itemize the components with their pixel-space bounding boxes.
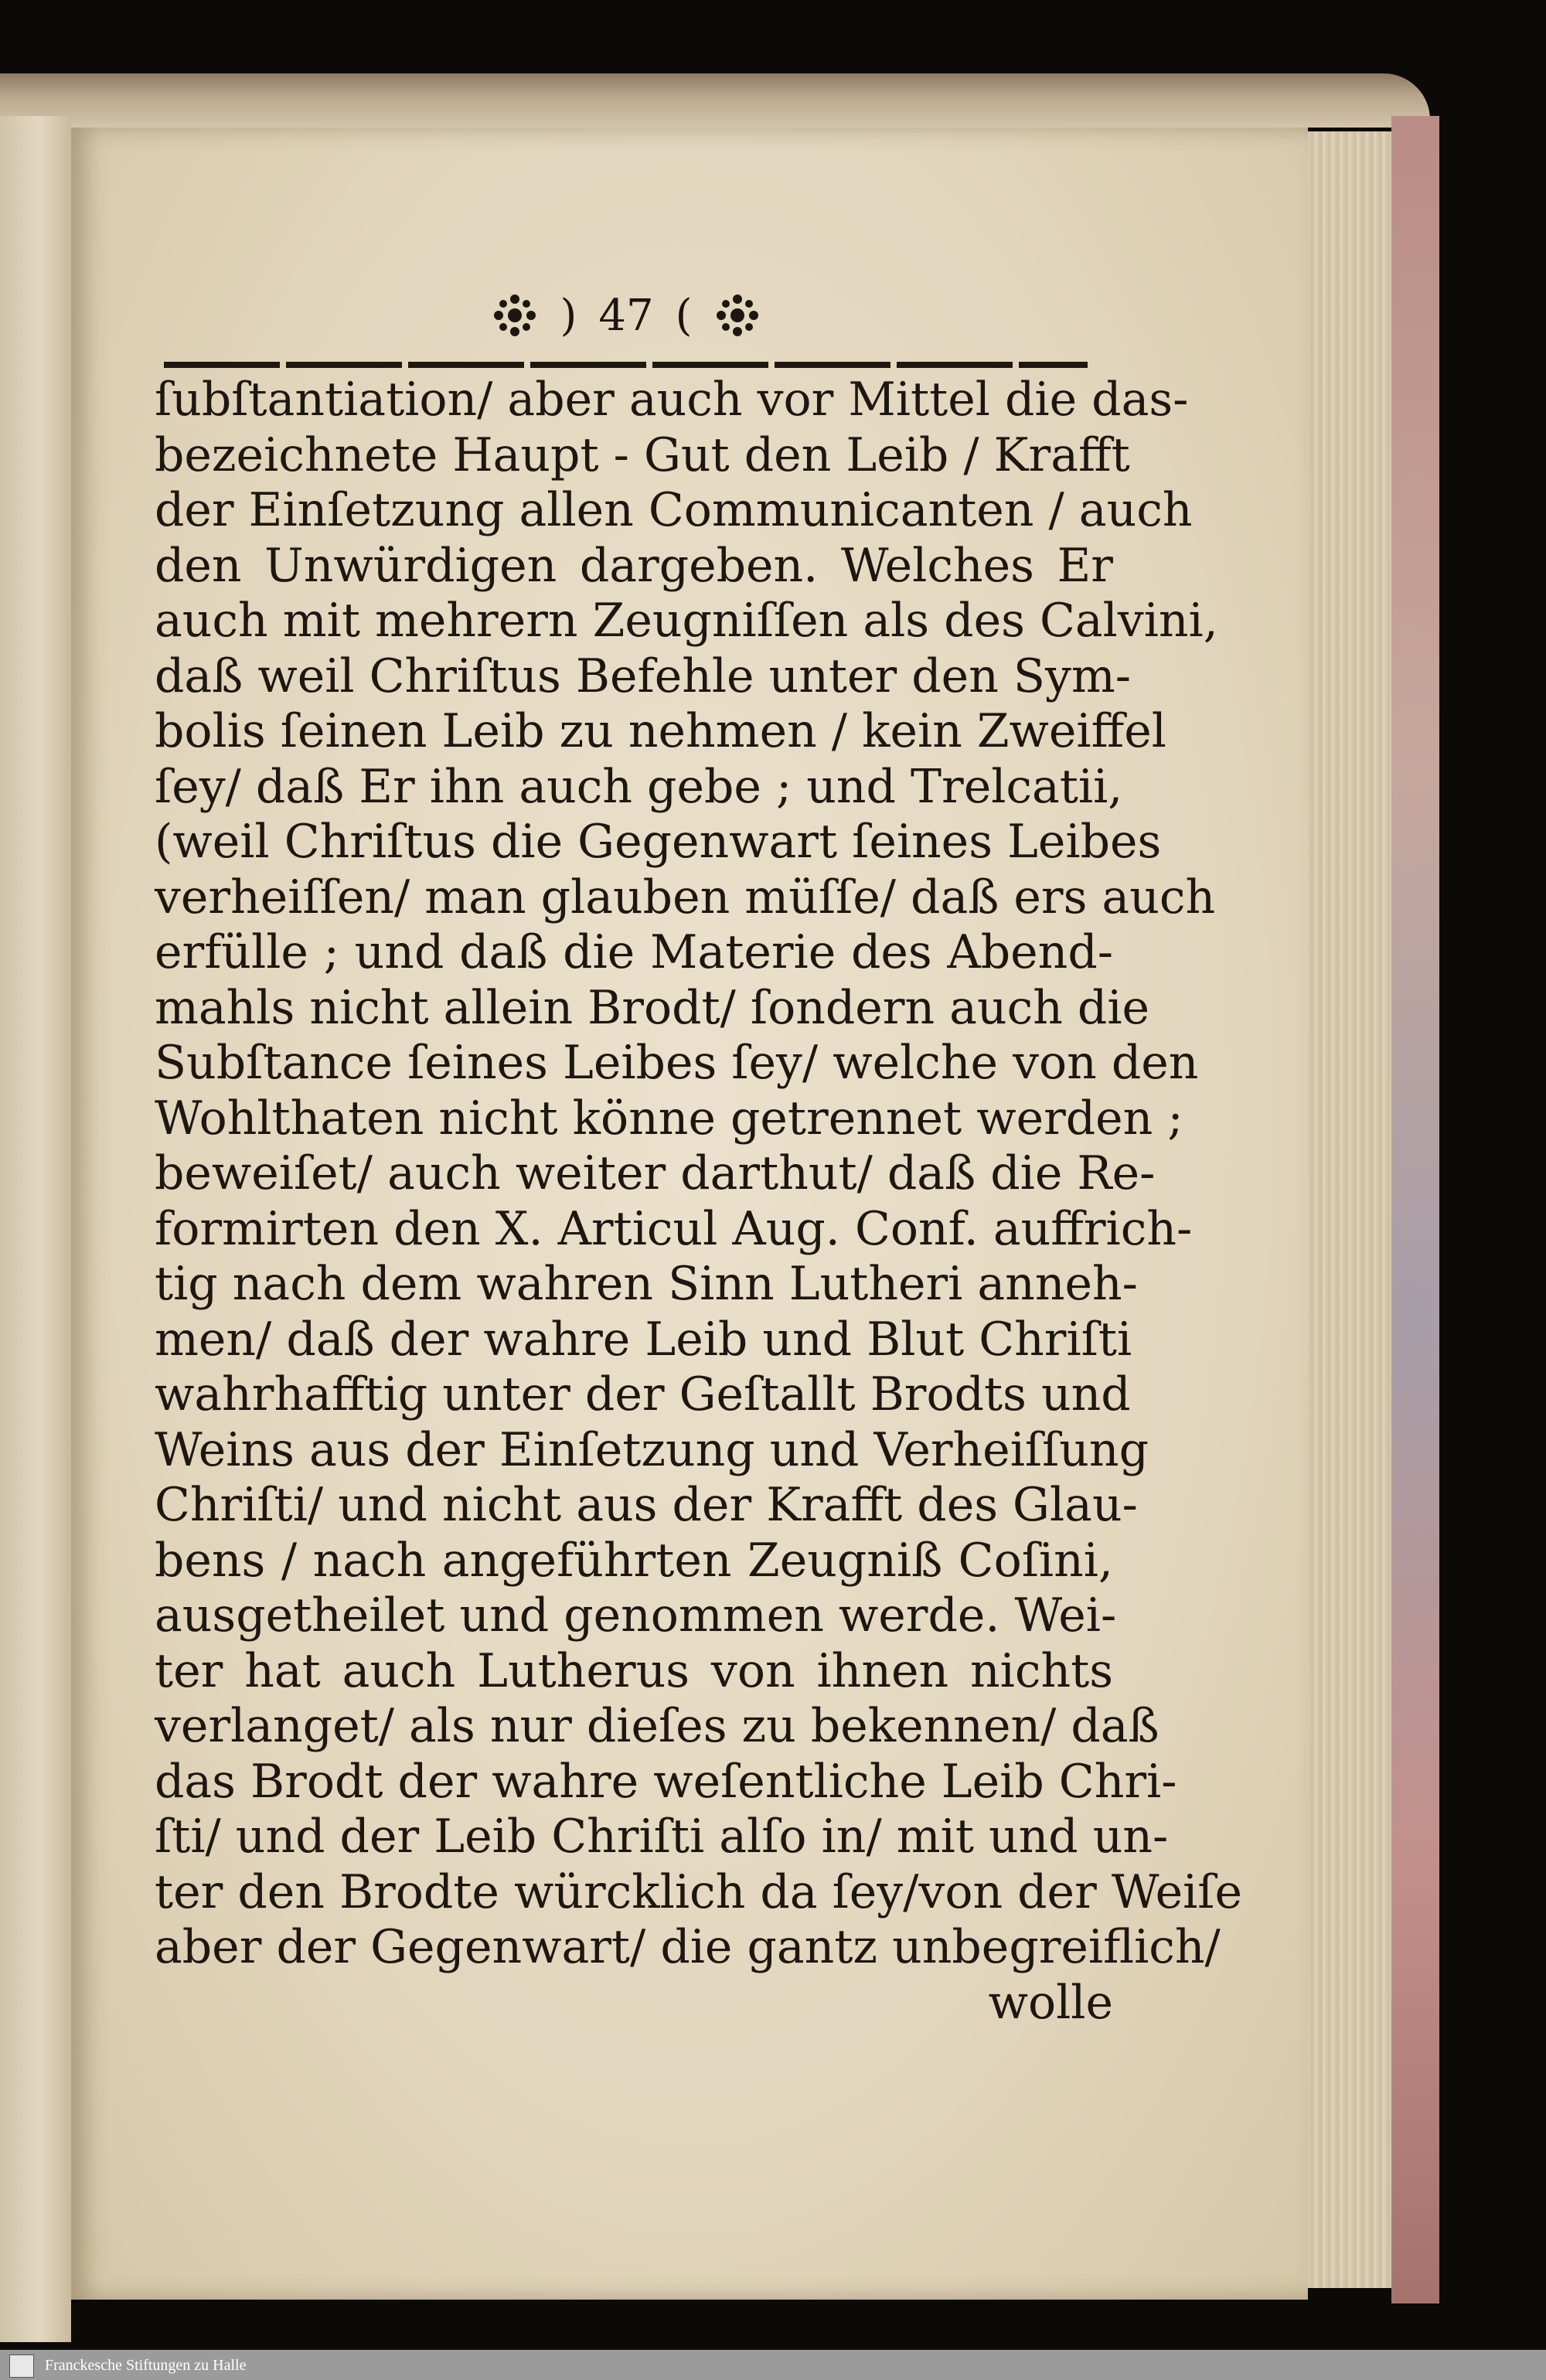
text-line: der Einſetzung allen Communicanten / auch [155,483,1193,537]
text-line: ter hat auch Lutherus von ihnen nichts [155,1643,1113,1698]
institution-logo-icon [9,2354,34,2378]
institution-credit: Franckesche Stiftungen zu Halle [45,2357,247,2374]
text-line: auch mit mehrern Zeugniſſen als des Calvini, [155,594,1218,648]
text-line: wahrhafftig unter der Geſtallt Brodts und [155,1367,1131,1422]
text-line: das Brodt der wahre weſentliche Leib Chri- [155,1754,1177,1809]
facing-page-edge [0,116,71,2342]
text-line: Weins aus der Einſetzung und Verheiſſung [155,1422,1149,1477]
book-binding-top [0,73,1430,128]
page-header [464,284,788,346]
text-line: bolis ſeinen Leib zu nehmen / kein Zweiffel [155,704,1166,758]
text-line: Subſtance ſeines Leibes ſey/ welche von den [155,1036,1199,1090]
header-rule [164,362,1088,368]
fleuron-ornament-icon [491,291,539,339]
text-line: formirten den X. Articul Aug. Conf. auffrich- [155,1201,1193,1256]
text-line: erfülle ; und daß die Materie des Abend- [155,925,1113,979]
text-line: den Unwürdigen dargeben. Welches Er [155,538,1113,593]
text-line: ſti/ und der Leib Chriſti alſo in/ mit und un- [155,1810,1169,1864]
text-line: men/ daß der wahre Leib und Blut Chriſti [155,1312,1132,1367]
text-line: ter den Brodte würcklich da ſey/von der Weiſe [155,1864,1243,1919]
text-line: aber der Gegenwart/ die gantz unbegreiflich/ [155,1920,1221,1974]
text-line: verheiſſen/ man glauben müſſe/ daß ers auch [155,870,1216,924]
catchword: wolle [988,1975,1113,2030]
header-bracket-right: ( [675,290,693,341]
marbled-cover-edge [1391,116,1439,2303]
text-line: bens / nach angeführten Zeugniß Coſini, [155,1533,1113,1588]
text-line: Wohlthaten nicht könne getrennet werden ; [155,1091,1183,1146]
header-bracket-left: ) [560,290,577,341]
text-line: (weil Chriſtus die Gegenwart ſeines Leibes [155,815,1162,869]
text-line: beweiſet/ auch weiter darthut/ daß die Re- [155,1146,1156,1200]
fleuron-ornament-icon [713,291,761,339]
page-block-edge [1308,131,1393,2288]
text-line: ſey/ daß Er ihn auch gebe ; und Trelcatii, [155,759,1123,814]
body-text [155,373,1243,2031]
text-line: ſubſtantiation/ aber auch vor Mittel die das- [155,373,1189,427]
page-number: 47 [598,290,654,341]
text-line: tig nach dem wahren Sinn Lutheri anneh- [155,1257,1138,1311]
text-line: daß weil Chriſtus Befehle unter den Sym- [155,649,1132,703]
text-line: ausgetheilet und genommen werde. Wei- [155,1588,1117,1643]
text-line: verlanget/ als nur dieſes zu bekennen/ daß [155,1699,1160,1753]
text-line: Chriſti/ und nicht aus der Krafft des Glau- [155,1478,1138,1532]
text-line: bezeichnete Haupt - Gut den Leib / Krafft [155,427,1130,482]
text-line: mahls nicht allein Brodt/ ſondern auch die [155,980,1150,1035]
